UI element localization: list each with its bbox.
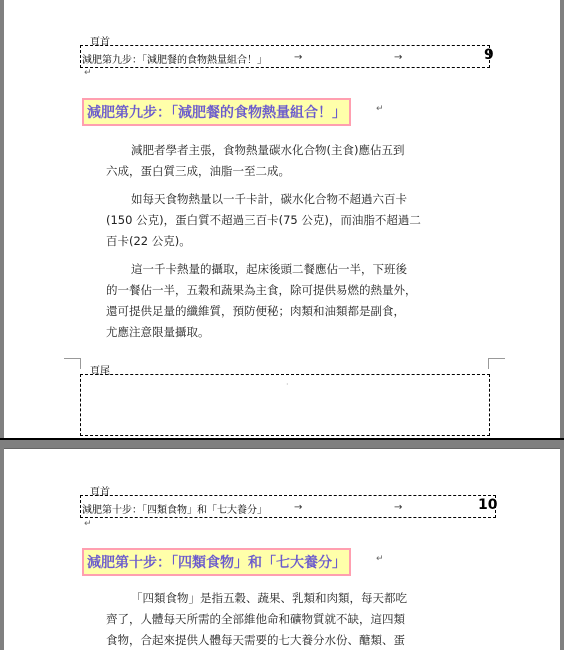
paragraph-mark-icon: ↵ (376, 554, 384, 564)
paragraph-line: 「四類食物」是指五穀、蔬果、乳類和肉類，每天都吃 (131, 591, 407, 605)
footer-box[interactable] (80, 374, 490, 436)
tab-arrow-icon: → (294, 52, 303, 63)
document-page-2 (4, 448, 560, 650)
paragraph (106, 259, 417, 343)
document-page-1 (4, 0, 560, 438)
header-text: 減肥第十步：「四類食物」和「七大養分」 (82, 505, 267, 516)
tab-arrow-icon: → (394, 52, 403, 63)
tab-arrow-icon: → (294, 502, 303, 513)
paragraph (106, 189, 421, 252)
paragraph-line: 還可提供足量的纖維質，預防便秘；肉類和油類都是副食， (106, 304, 405, 318)
paragraph (106, 140, 404, 182)
section-title: 減肥第九步：「減肥餐的食物熱量組合！」 (82, 98, 351, 126)
section-title: 減肥第十步：「四類食物」和「七大養分」 (82, 548, 351, 576)
paragraph-line: 的一餐佔一半，五穀和蔬果為主食，除可提供易燃的熱量外， (106, 283, 417, 297)
paragraph-mark-icon: ↵ (376, 104, 384, 114)
paragraph-line: (150 公克)，蛋白質不超過三百卡(75 公克)，而油脂不超過二 (106, 213, 421, 227)
paragraph-line: 這一千卡熱量的攝取，起床後頭二餐應佔一半，下班後 (131, 262, 407, 276)
paragraph-line: 減肥者學者主張，食物熱量碳水化合物(主食)應佔五到 (131, 143, 405, 157)
paragraph-line: 食物，合起來提供人體每天需要的七大養分水份、醣類、蛋 (106, 633, 405, 647)
margin-corner-mark (64, 358, 81, 369)
paragraph-mark-icon: · (286, 380, 289, 389)
tab-arrow-icon: → (394, 502, 403, 513)
paragraph-line: 百卡(22 公克)。 (106, 234, 191, 248)
paragraph-line: 如每天食物熱量以一千卡計，碳水化合物不超過六百卡 (131, 192, 407, 206)
header-text: 減肥第九步：「減肥餐的食物熱量組合！」 (82, 55, 267, 66)
paragraph-line: 齊了，人體每天所需的全部維他命和礦物質就不缺，這四類 (106, 612, 405, 626)
paragraph (106, 588, 407, 650)
paragraph-line: 六成，蛋白質三成，油脂一至二成。 (106, 164, 290, 178)
header-label: 頁首 (90, 37, 110, 48)
page-separator (0, 438, 564, 448)
margin-corner-mark (488, 358, 505, 369)
paragraph-mark-icon: ↵ (84, 68, 92, 78)
page-number: 10 (478, 497, 498, 513)
footer-label: 頁尾 (90, 366, 110, 377)
page-number: 9 (484, 47, 494, 63)
paragraph-line: 尤應注意限量攝取。 (106, 325, 210, 339)
paragraph-mark-icon: ↵ (84, 519, 92, 529)
header-label: 頁首 (90, 487, 110, 498)
